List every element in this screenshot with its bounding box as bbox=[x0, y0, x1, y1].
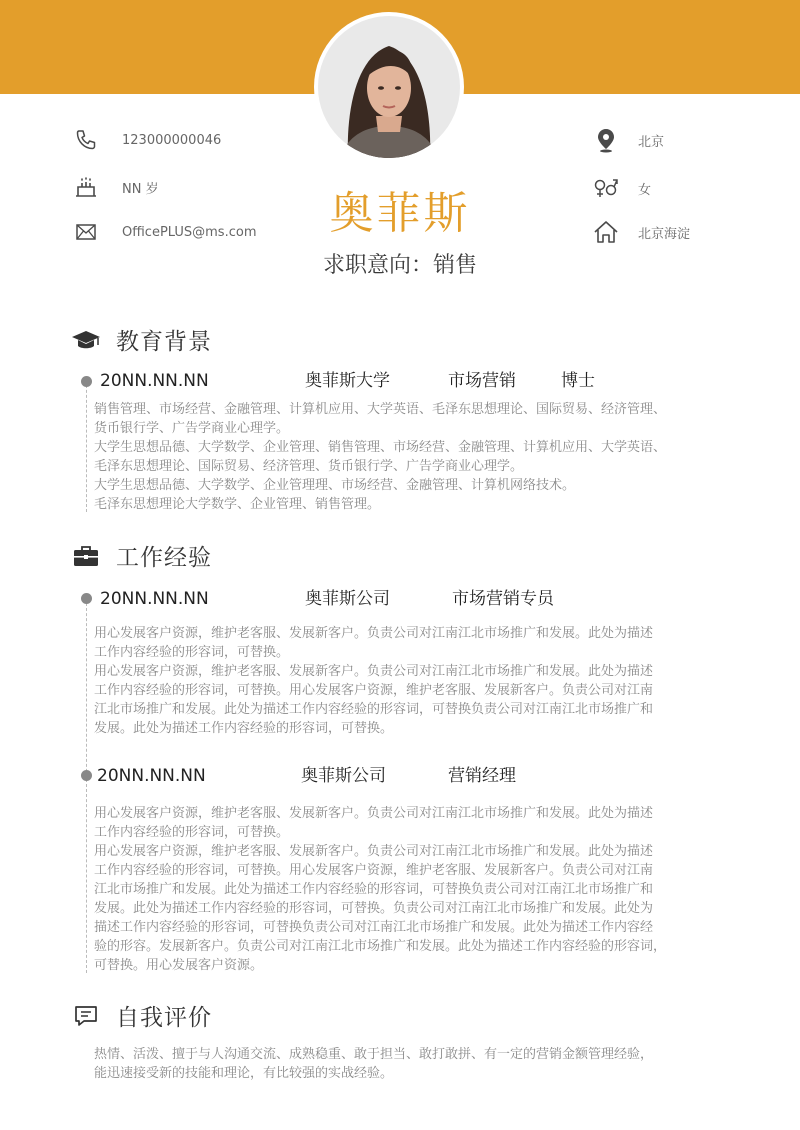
education-degree: 博士 bbox=[561, 371, 595, 391]
education-title: 教育背景 bbox=[116, 329, 212, 355]
contact-email bbox=[72, 218, 256, 246]
education-timeline bbox=[86, 380, 87, 512]
work-2-description: 用心发展客户资源，维护老客服、发展新客户。负责公司对江南江北市场推广和发展。此处为描述 工作内容经验的形容词，可替换。 用心发展客户资源，维护老客服、发展新客户。负责公司对江南江北市场推广和发展。此处为描述 工作内容经验的形容词，可替换。用心发展客户资源，维护老客服、发展新客户。负责公司对江南 江北市场推广和发展。此处为描述工作内容经验的形容词，可替换负责公司对江南江北市场推广和 发展。此处为描述工作内容经验的形容词，可替换。负责公司对江南江北市场推广和发展。此处为 描述工作内容经验的形容词，可替换负责公司对江南江北市场推广和发展。此处为描述工作内容经 验的形容。发展新客户。负责公司对江南江北市场推广和发展。此处为描述工作内容经验的形容词， 可替换。用心发展客户资源。 bbox=[94, 806, 667, 973]
comment-icon bbox=[70, 1000, 102, 1032]
phone-value: 123000000046 bbox=[122, 132, 222, 148]
contact-phone bbox=[72, 126, 221, 154]
work-1-date: 20NN.NN.NN bbox=[100, 589, 209, 609]
work-2-company: 奥菲斯公司 bbox=[301, 766, 386, 786]
work-entry-1-header bbox=[100, 587, 554, 611]
gender-value: 女 bbox=[638, 182, 652, 198]
section-self-evaluation bbox=[70, 999, 212, 1032]
education-school: 奥菲斯大学 bbox=[305, 371, 390, 391]
timeline-dot bbox=[81, 770, 92, 781]
age-value: NN 岁 bbox=[122, 181, 159, 197]
education-entry-header bbox=[100, 369, 595, 393]
education-date: 20NN.NN.NN bbox=[100, 371, 209, 391]
address-value: 北京海淀 bbox=[638, 226, 691, 242]
work-2-date: 20NN.NN.NN bbox=[97, 766, 206, 786]
section-work bbox=[70, 539, 212, 572]
section-education bbox=[70, 323, 212, 356]
job-intent: 求职意向：销售 bbox=[322, 253, 477, 278]
contact-city bbox=[592, 126, 664, 154]
contact-address bbox=[592, 218, 690, 246]
gender-icon bbox=[592, 174, 620, 202]
contact-age bbox=[72, 173, 159, 201]
work-1-description: 用心发展客户资源，维护老客服、发展新客户。负责公司对江南江北市场推广和发展。此处为描述 工作内容经验的形容词，可替换。 用心发展客户资源，维护老客服、发展新客户。负责公司对江南江北市场推广和发展。此处为描述 工作内容经验的形容词，可替换。用心发展客户资源，维护老客服、发展新客户。负责公司对江南 江北市场推广和发展。此处为描述工作内容经验的形容词，可替换负责公司对江南江北市场推广和 发展。此处为描述工作内容经验的形容词，可替换。 bbox=[94, 626, 654, 736]
candidate-name: 奥菲斯 bbox=[329, 188, 471, 239]
timeline-dot bbox=[81, 376, 92, 387]
graduation-cap-icon bbox=[70, 324, 102, 356]
education-description: 销售管理、市场经营、金融管理、计算机应用、大学英语、毛泽东思想理论、国际贸易、经济管理、 货币银行学、广告学商业心理学。 大学生思想品德、大学数学、企业管理、销售管理、市场经营、金融管理、计算机应用、大学英语、 毛泽东思想理论、国际贸易、经济管理、货币银行学、广告学商业心理学。 大学生思想品德、大学数学、企业管理理、市场经营、金融管理、计算机网络技术。 毛泽东思想理论大学数学、企业管理、销售管理。 bbox=[94, 402, 667, 512]
self-evaluation-text: 热情、活泼、擅于与人沟通交流、成熟稳重、敢于担当、敢打敢拼、有一定的营销金额管理经验， 能迅速接受新的技能和理论，有比较强的实战经验。 bbox=[94, 1047, 654, 1081]
city-value: 北京 bbox=[638, 134, 665, 150]
cake-icon bbox=[72, 173, 100, 201]
work-entry-2-header bbox=[97, 764, 516, 788]
email-value: OfficePLUS@ms.com bbox=[122, 224, 257, 240]
self-evaluation-title: 自我评价 bbox=[116, 1005, 212, 1031]
briefcase-icon bbox=[70, 540, 102, 572]
home-icon bbox=[592, 218, 620, 246]
location-pin-icon bbox=[592, 126, 620, 154]
work-title: 工作经验 bbox=[116, 545, 212, 571]
work-2-role: 营销经理 bbox=[448, 766, 516, 786]
contact-gender bbox=[592, 174, 651, 202]
profile-photo bbox=[318, 16, 460, 158]
work-1-role: 市场营销专员 bbox=[452, 589, 554, 609]
timeline-dot bbox=[81, 593, 92, 604]
mail-icon bbox=[72, 218, 100, 246]
education-major: 市场营销 bbox=[448, 371, 516, 391]
work-timeline bbox=[86, 598, 87, 973]
work-1-company: 奥菲斯公司 bbox=[305, 589, 390, 609]
phone-icon bbox=[72, 126, 100, 154]
